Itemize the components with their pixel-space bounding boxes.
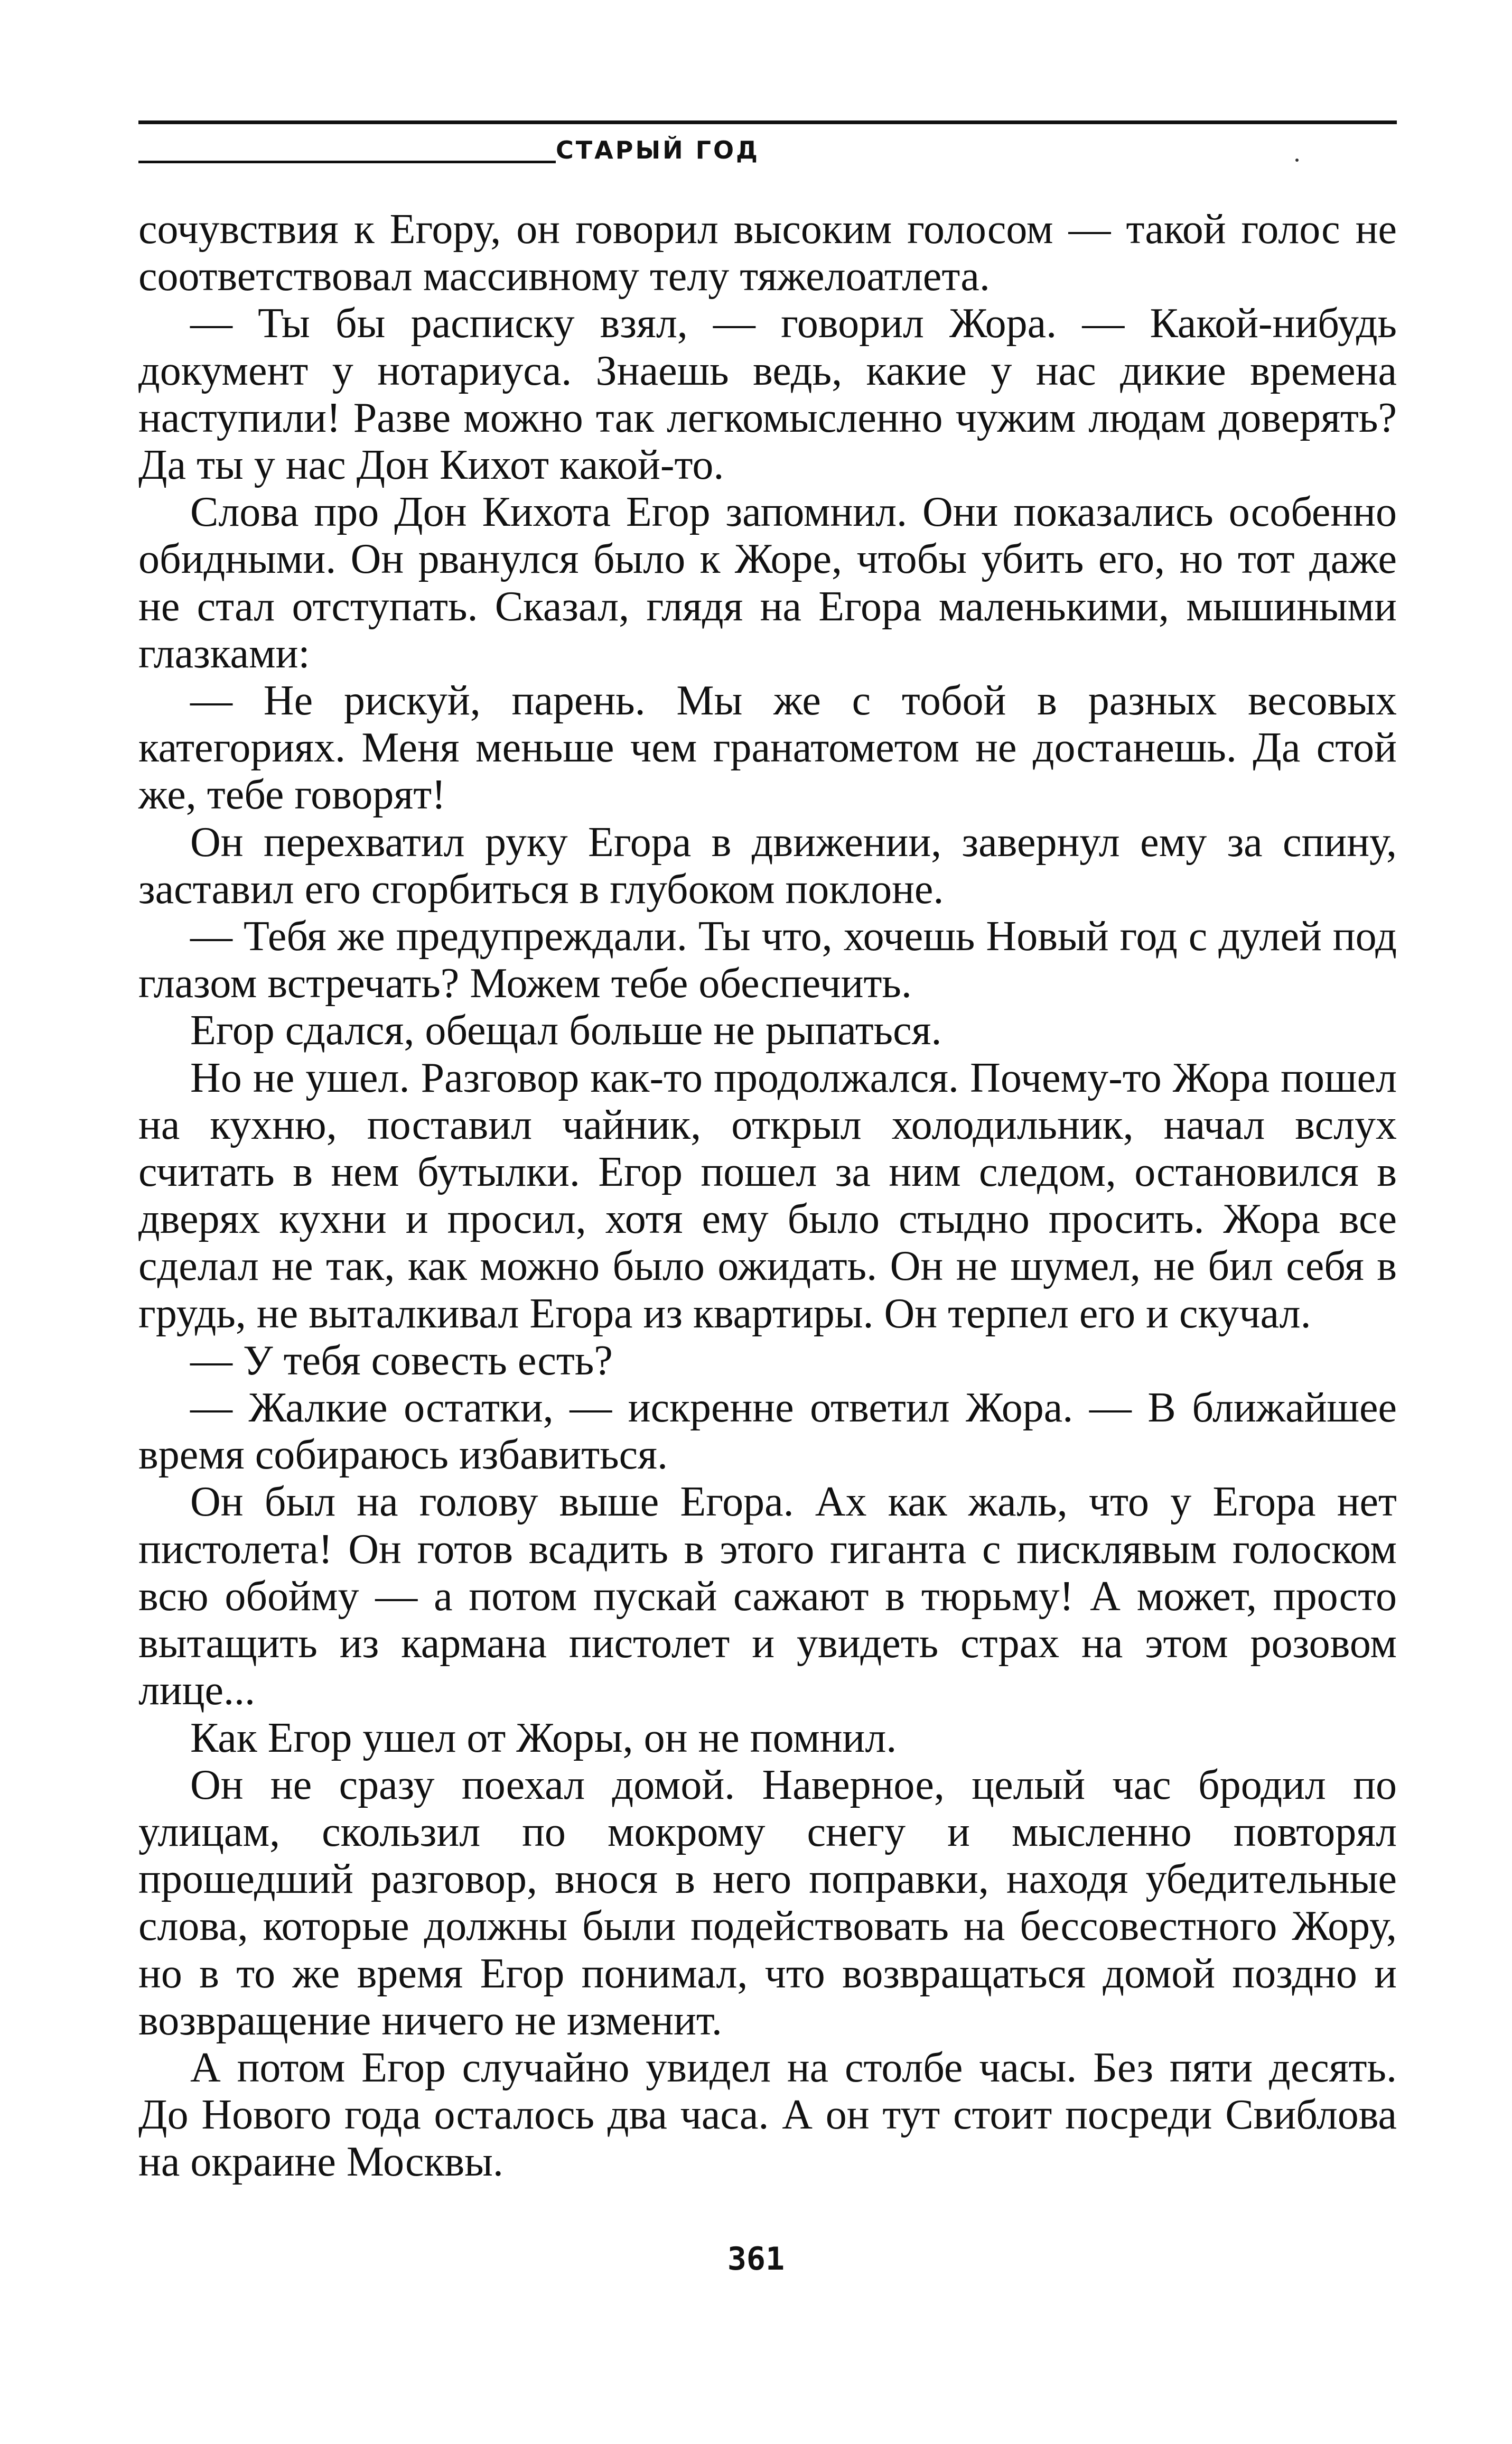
body-text xyxy=(138,206,1397,2186)
paragraph: Он был на голову выше Егора. Ах как жаль, что у Егора нет пистолета! Он готов всадить в этого гиганта с писклявым голоском всю обойму — а потом пускай сажают в тюрьму! А может, просто вытащить из кармана пистолет и увидеть страх на этом розовом лице... xyxy=(138,1479,1397,1714)
running-title: СТАРЫЙ ГОД xyxy=(556,136,760,164)
paragraph: Егор сдался, обещал больше не рыпаться. xyxy=(190,1007,942,1054)
paragraph: — Тебя же предупреждали. Ты что, хочешь Новый год с дулей под глазом встречать? Можем тебе обеспечить. xyxy=(138,913,1397,1007)
header-speck xyxy=(1295,159,1299,162)
paragraph: Слова про Дон Кихота Егор запомнил. Они показались особенно обидными. Он рванулся было к Жоре, чтобы убить его, но тот даже не стал отступать. Сказал, глядя на Егора маленькими, мышиными глазками: xyxy=(138,489,1397,677)
paragraph: — Не рискуй, парень. Мы же с тобой в разных весовых категориях. Меня меньше чем гранатометом не достанешь. Да стой же, тебе говорят! xyxy=(138,677,1397,819)
header-top-rule xyxy=(138,120,1397,124)
paragraph: Как Егор ушел от Жоры, он не помнил. xyxy=(190,1714,897,1761)
header-left-rule xyxy=(138,161,556,163)
paragraph: Он не сразу поехал домой. Наверное, целый час бродил по улицам, скользил по мокрому снегу и мысленно повторял прошедший разговор, внося в него поправки, находя убедительные слова, которые должны были подействовать на бессовестного Жору, но в то же время Егор понимал, что возвращаться домой поздно и возвращение ничего не изменит. xyxy=(138,1761,1397,2044)
paragraph: — Ты бы расписку взял, — говорил Жора. — Какой-нибудь документ у нотариуса. Знаешь ведь, какие у нас дикие времена наступили! Разве можно так легкомысленно чужим людам доверять? Да ты у нас Дон Кихот какой-то. xyxy=(138,300,1397,489)
page-number: 361 xyxy=(727,2241,785,2278)
paragraph: Он перехватил руку Егора в движении, завернул ему за спину, заставил его сгорбиться в глубоком поклоне. xyxy=(138,819,1397,913)
paragraph: — У тебя совесть есть? xyxy=(190,1337,613,1384)
running-header xyxy=(138,120,1397,168)
paragraph: — Жалкие остатки, — искренне ответил Жора. — В ближайшее время собираюсь избавиться. xyxy=(138,1384,1397,1479)
paragraph: Но не ушел. Разговор как-то продолжался. Почему-то Жора пошел на кухню, поставил чайник, открыл холодильник, начал вслух считать в нем бутылки. Егор пошел за ним следом, остановился в дверях кухни и просил, хотя ему было стыдно просить. Жора все сделал не так, как можно было ожидать. Он не шумел, не бил себя в грудь, не выталкивал Егора из квартиры. Он терпел его и скучал. xyxy=(138,1054,1397,1337)
paragraph: А потом Егор случайно увидел на столбе часы. Без пяти десять. До Нового года осталось два часа. А он тут стоит посреди Свиблова на окраине Москвы. xyxy=(138,2044,1397,2186)
paragraph: сочувствия к Егору, он говорил высоким голосом — такой голос не соответствовал массивному телу тяжелоатлета. xyxy=(138,206,1397,300)
